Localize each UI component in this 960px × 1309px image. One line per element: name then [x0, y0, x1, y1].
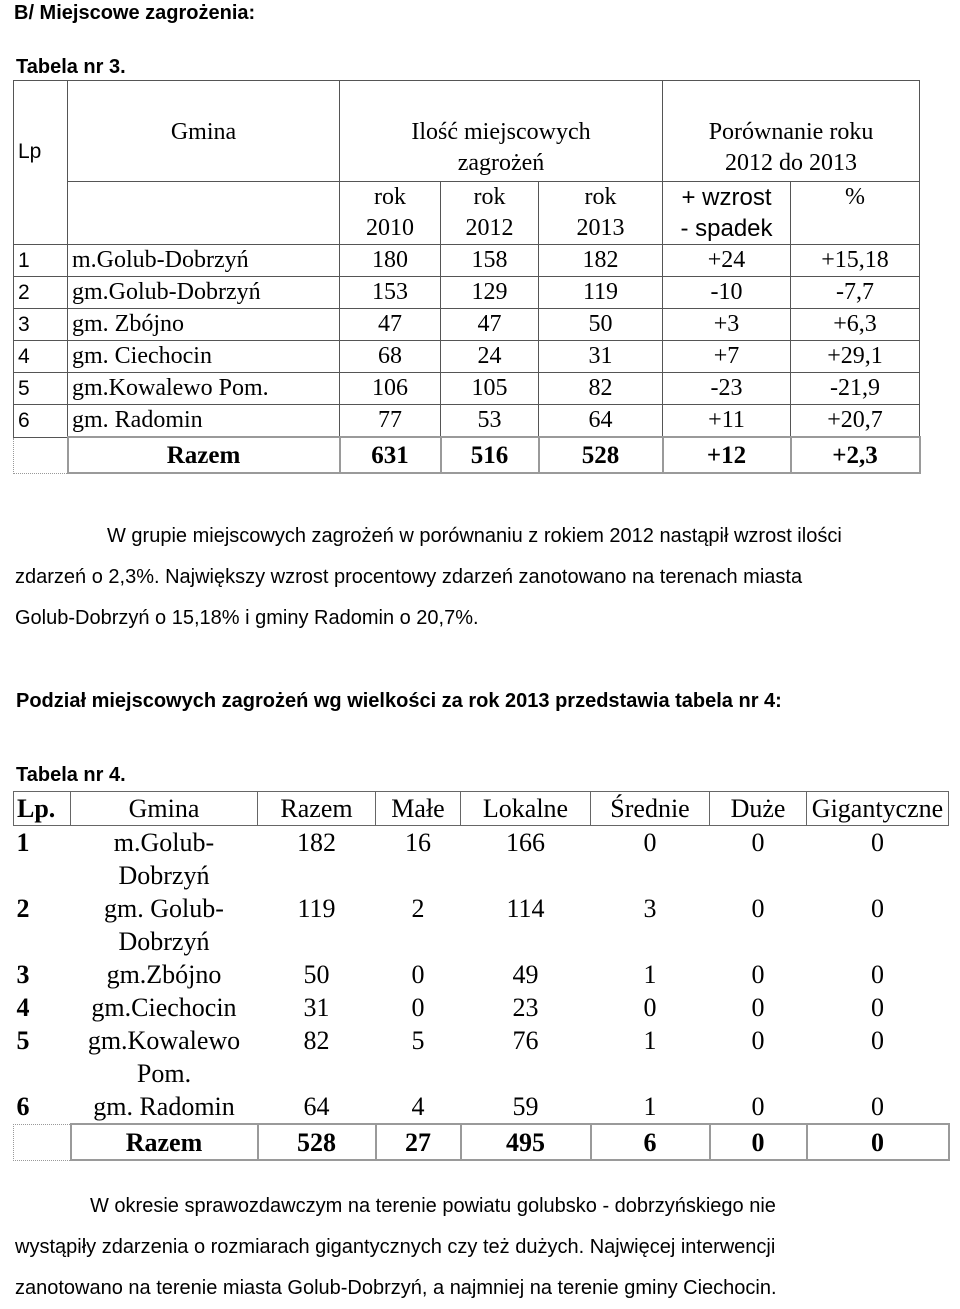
t4-cell-gmina: gm.Ciechocin — [91, 993, 237, 1022]
header-compare-line2: 2012 do 2013 — [725, 150, 857, 176]
t4-cell-lokalne: 23 — [512, 993, 539, 1022]
table-row — [14, 277, 920, 309]
cell-change: -10 — [663, 277, 791, 309]
t4-cell-gmina — [71, 826, 258, 893]
cell-2010: 47 — [340, 309, 441, 341]
paragraph-1-line2: zdarzeń o 2,3%. Największy wzrost procentowy zdarzeń zanotowano na terenach miasta — [15, 566, 803, 588]
t4-total-label: Razem — [71, 1124, 258, 1160]
table-row — [14, 1090, 949, 1124]
header-gmina: Gmina — [68, 81, 340, 182]
table-4 — [13, 791, 950, 1161]
cell-2013: 82 — [539, 373, 663, 405]
cell-2012: 47 — [441, 309, 539, 341]
cell-lp: 1 — [14, 245, 68, 277]
t4-total-lokalne: 495 — [461, 1124, 591, 1160]
t4-cell-lokalne: 49 — [512, 960, 539, 989]
header-change — [663, 182, 791, 245]
cell-change: +3 — [663, 309, 791, 341]
t4-cell-gmina — [71, 892, 258, 958]
t4-cell-male: 0 — [411, 993, 425, 1022]
t4-gmina-line2: Pom. — [136, 1059, 192, 1088]
table4-caption: Tabela nr 4. — [16, 764, 126, 786]
cell-gmina: gm. Radomin — [68, 405, 340, 438]
table-row — [14, 309, 920, 341]
table-row — [14, 892, 949, 958]
t4-header-lokalne: Lokalne — [461, 792, 591, 826]
total-percent: +2,3 — [791, 437, 920, 473]
t4-cell-gigantyczne: 0 — [871, 1092, 884, 1121]
t4-cell-gmina — [71, 1024, 258, 1090]
t4-cell-razem: 182 — [297, 828, 336, 857]
t4-cell-lokalne: 76 — [512, 1026, 539, 1055]
cell-2010: 68 — [340, 341, 441, 373]
t4-header-male: Małe — [376, 792, 461, 826]
cell-percent: -7,7 — [791, 277, 920, 309]
subheading: Podział miejscowych zagrożeń wg wielkości za rok 2013 przedstawia tabela nr 4: — [16, 690, 782, 712]
paragraph-2-line1: W okresie sprawozdawczym na terenie powiatu golubsko - dobrzyńskiego nie — [90, 1195, 776, 1217]
table4-total-row — [14, 1124, 949, 1160]
header-change-b: - spadek — [680, 215, 773, 242]
t4-cell-lp: 2 — [16, 894, 30, 923]
t4-header-gmina: Gmina — [71, 792, 258, 826]
t4-cell-srednie: 3 — [643, 894, 657, 923]
t4-cell-razem: 64 — [303, 1092, 330, 1121]
table4-header-row — [14, 792, 949, 826]
cell-gmina: gm.Golub-Dobrzyń — [68, 277, 340, 309]
t4-gmina-line1: gm.Kowalewo — [87, 1026, 241, 1055]
total-2012: 516 — [441, 437, 539, 473]
t4-cell-male: 5 — [411, 1026, 425, 1055]
t4-cell-srednie: 1 — [643, 960, 657, 989]
t4-total-lp-blank — [14, 1124, 71, 1160]
cell-2013: 119 — [539, 277, 663, 309]
paragraph-2-line3: zanotowano na terenie miasta Golub-Dobrzyń, a najmniej na terenie gminy Ciechocin. — [15, 1277, 777, 1299]
t4-gmina-line1: gm. Golub- — [104, 894, 224, 923]
cell-2013: 50 — [539, 309, 663, 341]
header-percent: % — [791, 182, 920, 245]
cell-lp: 3 — [14, 309, 68, 341]
cell-2010: 180 — [340, 245, 441, 277]
t4-header-lp: Lp. — [14, 792, 71, 826]
t4-gmina-line2: Dobrzyń — [118, 927, 210, 956]
t4-cell-lp: 5 — [16, 1026, 30, 1055]
cell-lp: 5 — [14, 373, 68, 405]
cell-2013: 64 — [539, 405, 663, 438]
t4-total-duze: 0 — [710, 1124, 807, 1160]
paragraph-2 — [15, 1186, 925, 1309]
table-total-row — [14, 437, 920, 473]
t4-header-duze: Duże — [710, 792, 807, 826]
cell-lp: 4 — [14, 341, 68, 373]
t4-cell-razem: 50 — [303, 960, 330, 989]
t4-cell-male: 4 — [411, 1092, 425, 1121]
t4-cell-srednie: 0 — [643, 828, 657, 857]
cell-2012: 53 — [441, 405, 539, 438]
cell-gmina: gm. Zbójno — [68, 309, 340, 341]
t4-cell-duze: 0 — [751, 828, 765, 857]
total-2010: 631 — [340, 437, 441, 473]
cell-2012: 158 — [441, 245, 539, 277]
cell-change: +7 — [663, 341, 791, 373]
table-row — [14, 826, 949, 893]
header-2012-b: 2012 — [465, 215, 514, 241]
t4-cell-male: 2 — [411, 894, 425, 923]
paragraph-1-line3: Golub-Dobrzyń o 15,18% i gminy Radomin o 20,7%. — [15, 607, 479, 629]
t4-cell-razem: 82 — [303, 1026, 330, 1055]
table3-caption: Tabela nr 3. — [16, 56, 126, 78]
t4-cell-srednie: 1 — [643, 1026, 657, 1055]
t4-cell-duze: 0 — [751, 993, 765, 1022]
t4-total-male: 27 — [376, 1124, 461, 1160]
header-2010 — [340, 182, 441, 245]
cell-percent: +29,1 — [791, 341, 920, 373]
t4-cell-gigantyczne: 0 — [871, 828, 884, 857]
t4-total-srednie: 6 — [591, 1124, 710, 1160]
table-row — [14, 245, 920, 277]
header-gmina-blank — [68, 182, 340, 245]
t4-cell-razem: 119 — [297, 894, 336, 923]
t4-cell-lp: 3 — [16, 960, 30, 989]
header-count — [340, 81, 663, 182]
header-compare — [663, 81, 920, 182]
t4-cell-lokalne: 166 — [506, 828, 545, 857]
cell-percent: +15,18 — [791, 245, 920, 277]
table-row — [14, 373, 920, 405]
t4-total-razem: 528 — [258, 1124, 376, 1160]
cell-2010: 106 — [340, 373, 441, 405]
t4-cell-gigantyczne: 0 — [871, 993, 884, 1022]
cell-2012: 24 — [441, 341, 539, 373]
header-2013-a: rok — [584, 184, 617, 210]
t4-total-gigantyczne: 0 — [807, 1124, 949, 1160]
t4-gmina-line2: Dobrzyń — [118, 861, 210, 890]
table-row — [14, 1024, 949, 1090]
cell-gmina: gm. Ciechocin — [68, 341, 340, 373]
t4-cell-lokalne: 59 — [512, 1092, 539, 1121]
cell-gmina: gm.Kowalewo Pom. — [68, 373, 340, 405]
cell-change: +11 — [663, 405, 791, 438]
header-compare-line1: Porównanie roku — [708, 119, 874, 145]
header-2012-a: rok — [473, 184, 506, 210]
paragraph-2-line2: wystąpiły zdarzenia o rozmiarach gigantycznych czy też dużych. Najwięcej interwencji — [15, 1236, 776, 1258]
t4-cell-male: 0 — [411, 960, 425, 989]
cell-percent: +20,7 — [791, 405, 920, 438]
t4-cell-lp: 6 — [16, 1092, 30, 1121]
cell-2012: 129 — [441, 277, 539, 309]
t4-gmina-line1: m.Golub- — [113, 828, 215, 857]
t4-cell-lp: 1 — [16, 828, 30, 857]
cell-change: -23 — [663, 373, 791, 405]
t4-cell-duze: 0 — [751, 1026, 765, 1055]
cell-gmina: m.Golub-Dobrzyń — [68, 245, 340, 277]
header-2012 — [441, 182, 539, 245]
t4-cell-gmina: gm. Radomin — [93, 1092, 235, 1121]
t4-cell-duze: 0 — [751, 960, 765, 989]
t4-cell-gigantyczne: 0 — [871, 894, 884, 923]
table-row — [14, 991, 949, 1024]
cell-lp: 6 — [14, 405, 68, 438]
paragraph-1-line1: W grupie miejscowych zagrożeń w porównaniu z rokiem 2012 nastąpił wzrost ilości — [107, 525, 842, 547]
header-count-line2: zagrożeń — [457, 150, 545, 176]
header-change-a: + wzrost — [681, 184, 772, 211]
cell-percent: +6,3 — [791, 309, 920, 341]
cell-2013: 182 — [539, 245, 663, 277]
cell-2012: 105 — [441, 373, 539, 405]
total-change: +12 — [663, 437, 791, 473]
table-3 — [13, 80, 921, 474]
t4-cell-duze: 0 — [751, 894, 765, 923]
cell-2013: 31 — [539, 341, 663, 373]
cell-change: +24 — [663, 245, 791, 277]
t4-cell-gigantyczne: 0 — [871, 960, 884, 989]
t4-cell-lp: 4 — [16, 993, 30, 1022]
header-2010-b: 2010 — [366, 215, 414, 241]
total-lp-blank — [14, 437, 68, 473]
t4-cell-razem: 31 — [303, 993, 330, 1022]
header-2010-a: rok — [374, 184, 406, 210]
header-count-line1: Ilość miejscowych — [411, 119, 591, 145]
header-lp: Lp — [14, 81, 68, 245]
t4-cell-gigantyczne: 0 — [871, 1026, 884, 1055]
total-label: Razem — [68, 437, 340, 473]
total-2013: 528 — [539, 437, 663, 473]
paragraph-1 — [15, 516, 925, 639]
t4-cell-srednie: 1 — [643, 1092, 657, 1121]
t4-cell-srednie: 0 — [643, 993, 657, 1022]
header-2013-b: 2013 — [576, 215, 625, 241]
cell-percent: -21,9 — [791, 373, 920, 405]
t4-cell-gmina: gm.Zbójno — [106, 960, 222, 989]
t4-header-srednie: Średnie — [591, 792, 710, 826]
cell-2010: 153 — [340, 277, 441, 309]
cell-2010: 77 — [340, 405, 441, 438]
t4-cell-male: 16 — [405, 828, 431, 857]
section-title: B/ Miejscowe zagrożenia: — [14, 2, 256, 24]
t4-cell-duze: 0 — [751, 1092, 765, 1121]
table-row — [14, 405, 920, 438]
cell-lp: 2 — [14, 277, 68, 309]
t4-header-razem: Razem — [258, 792, 376, 826]
t4-header-gigantyczne: Gigantyczne — [807, 792, 949, 826]
table-row — [14, 341, 920, 373]
table-row — [14, 958, 949, 991]
t4-cell-lokalne: 114 — [506, 894, 545, 923]
header-2013 — [539, 182, 663, 245]
